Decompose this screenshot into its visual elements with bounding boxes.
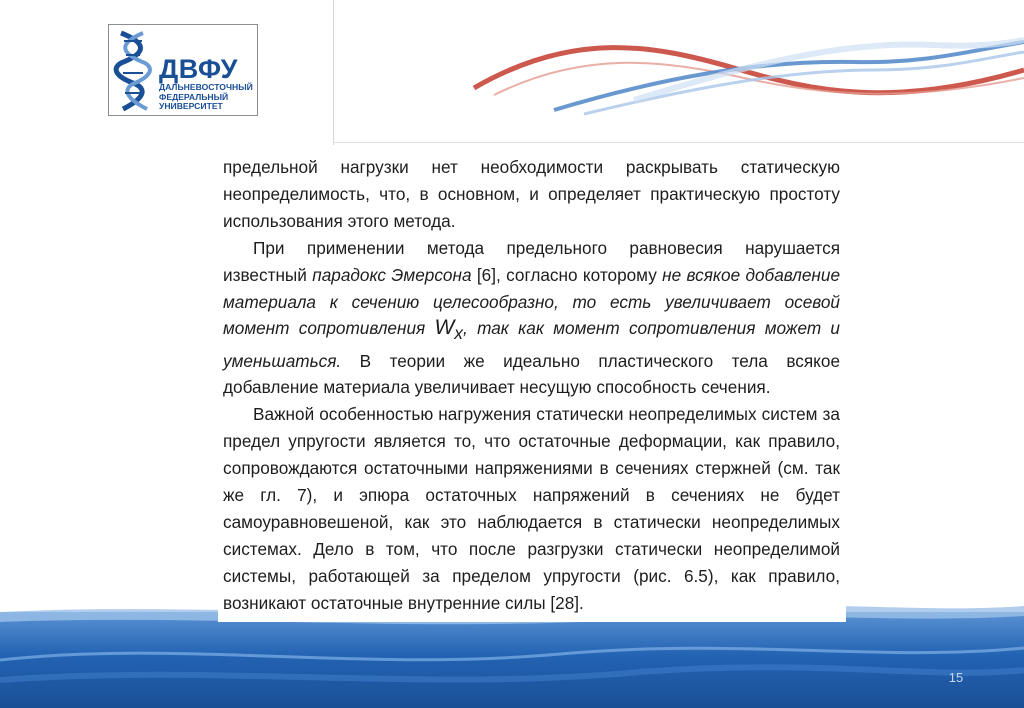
logo-subtitle xyxy=(159,83,257,112)
text-run-italic: парадокс Эмерсона xyxy=(312,264,472,285)
body-text xyxy=(223,154,840,617)
paragraph-1: предельной нагрузки нет необходимости раскрывать статическую неопределимость, что, в основном, и определяет практическую простоту использования этого метода. xyxy=(223,157,840,231)
dna-helix-icon xyxy=(113,29,159,113)
header-wave-decoration xyxy=(334,0,1024,142)
text-run-italic: , так как момент сопротивления может и уменьшаться. xyxy=(223,318,840,371)
scanned-text-page xyxy=(218,150,846,622)
page-number: 15 xyxy=(948,670,964,685)
paragraph-2 xyxy=(223,235,840,402)
formula-subscript: x xyxy=(454,323,464,344)
logo-title: ДВФУ xyxy=(159,54,238,84)
university-logo xyxy=(108,24,258,116)
formula-symbol: W xyxy=(434,316,455,340)
logo-subtitle-line: ДАЛЬНЕВОСТОЧНЫЙ xyxy=(159,82,253,92)
text-run: В теории же идеально пластического тела всякое добавление материала увеличивает несущую способность сечения. xyxy=(223,350,840,398)
logo-subtitle-line: ФЕДЕРАЛЬНЫЙ xyxy=(159,91,229,102)
logo-subtitle-line: УНИВЕРСИТЕТ xyxy=(159,101,223,111)
formula-wx xyxy=(434,316,464,344)
header-bottom-line xyxy=(333,142,1024,143)
text-run: [6], согласно которому xyxy=(471,264,663,285)
text-run-italic: не всякое добавление материала к сечению целесообразно, то есть увеличивает осевой момент сопротивления xyxy=(223,264,840,339)
paragraph-3: Важной особенностью нагружения статически неопределимых систем за предел упругости является то, что остаточные деформации, как правило, сопровождаются остаточными напряжениями в сечениях стержней (см. так же гл. 7), и эпюра остаточных напряжений в сечениях не будет самоуравновешеной, как это наблюдается в статически неопределимых системах. Дело в том, что после разгрузки статически неопределимой системы, работающей за пределом упругости (рис. 6.5), как правило, возникают остаточные внутренние силы [28]. xyxy=(223,404,840,613)
text-run: При применении метода предельного равновесия нарушается известный xyxy=(223,237,840,285)
